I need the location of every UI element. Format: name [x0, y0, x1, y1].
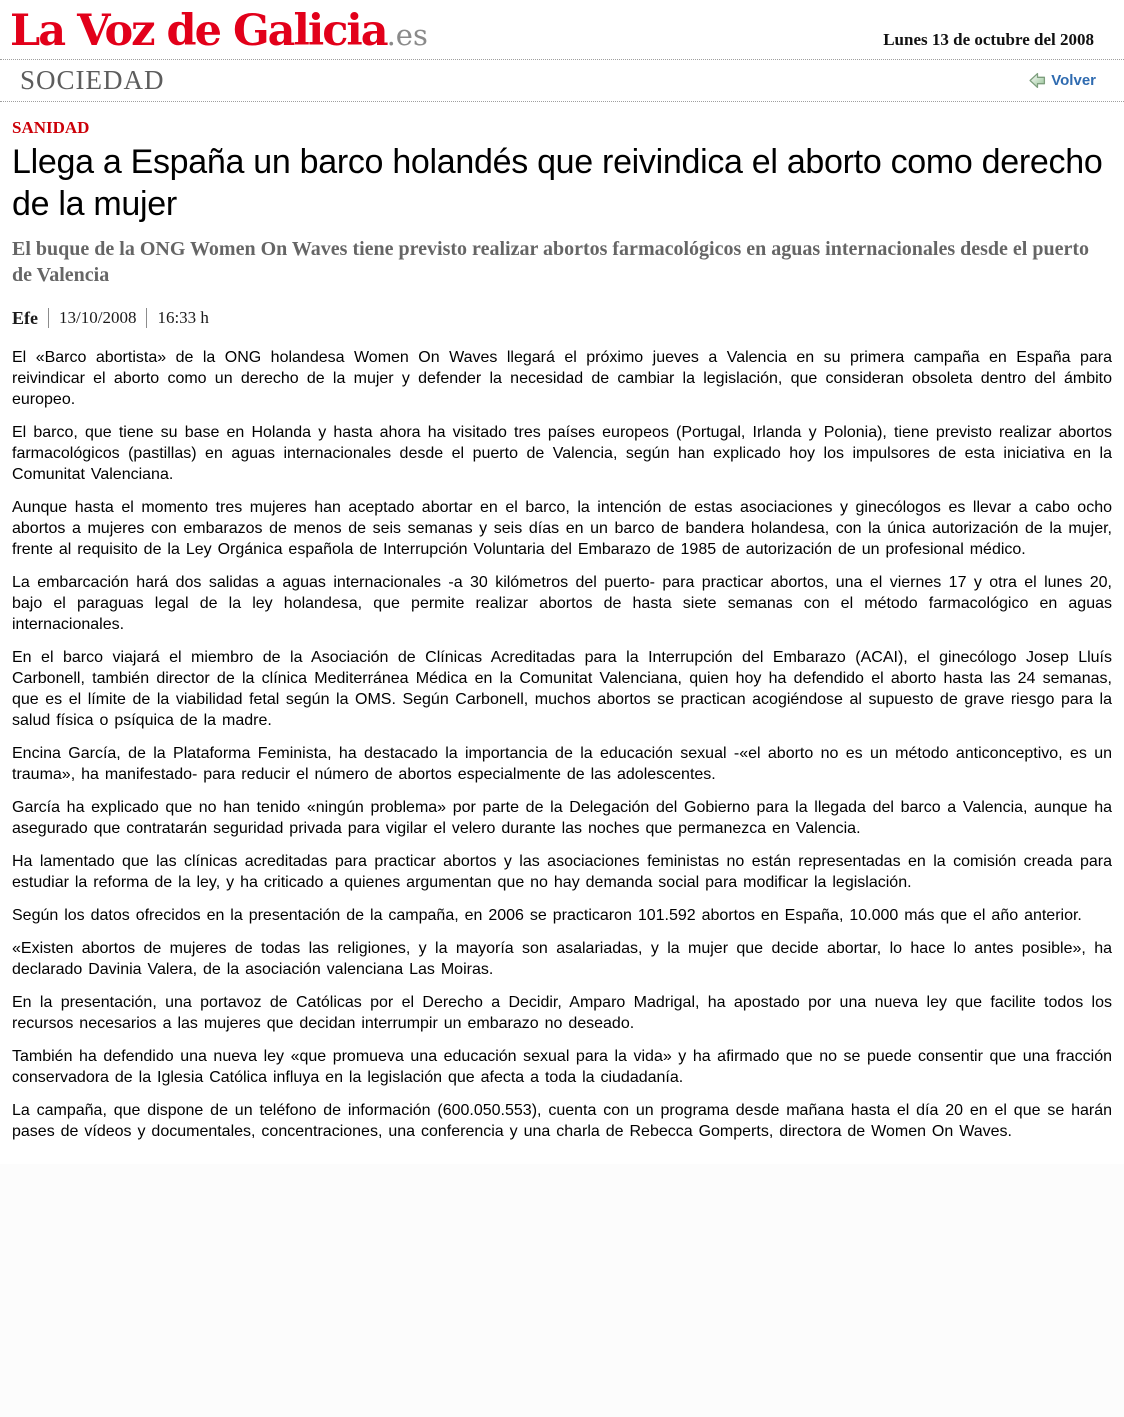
article-paragraph: La campaña, que dispone de un teléfono de información (600.050.553), cuenta con un programa desde mañana hasta el día 20 en el que se harán pases de vídeos y documentales, concentraciones, una conferencia y una charla de Rebecca Gomperts, directora de Women On Waves. [12, 1101, 1112, 1140]
masthead [0, 0, 1124, 60]
article-paragraph: En el barco viajará el miembro de la Asociación de Clínicas Acreditadas para la Interrupción del Embarazo (ACAI), el ginecólogo Josep Lluís Carbonell, también director de la clínica Mediterránea Médica en la Comunitat Valenciana, quien hoy ha defendido el aborto hasta las 24 semanas, que es el límite de la viabilidad fetal según la OMS. Según Carbonell, muchos abortos se practican acogiéndose al supuesto de grave riesgo para la salud física o psíquica de la madre. [12, 648, 1112, 729]
section-title: SOCIEDAD [20, 65, 165, 95]
article-byline [12, 308, 1112, 329]
article-paragraph: «Existen abortos de mujeres de todas las religiones, y la mayoría son asalariadas, y la mujer que decide abortar, lo hace lo antes posible», ha declarado Davinia Valera, de la asociación valenciana Las Moiras. [12, 939, 1112, 978]
article-body [12, 347, 1112, 1142]
article-paragraph: También ha defendido una nueva ley «que promueva una educación sexual para la vida» y ha afirmado que no se puede consentir que una fracción conservadora de la Iglesia Católica influya en la legislación que afecta a toda la ciudadanía. [12, 1047, 1112, 1086]
section-bar [0, 60, 1124, 102]
article-headline: Llega a España un barco holandés que reivindica el aborto como derecho de la mujer [12, 143, 1103, 223]
article-paragraph: Según los datos ofrecidos en la presentación de la campaña, en 2006 se practicaron 101.592 abortos en España, 10.000 más que el año anterior. [12, 906, 1082, 924]
back-arrow-icon [1029, 72, 1046, 89]
article-paragraph: En la presentación, una portavoz de Católicas por el Derecho a Decidir, Amparo Madrigal, ha apostado por una nueva ley que facilite todos los recursos necesarios a las mujeres que decidan interrumpir un embarazo no deseado. [12, 993, 1112, 1032]
site-logo-text: La Voz de Galicia [10, 6, 387, 56]
byline-agency: Efe [12, 307, 38, 328]
byline-separator [146, 308, 147, 328]
article-paragraph: Aunque hasta el momento tres mujeres han aceptado abortar en el barco, la intención de estas asociaciones y ginecólogos es llevar a cabo ocho abortos a mujeres con embarazos de menos de seis semanas y seis días en un barco de bandera holandesa, con la única autorización de la mujer, frente al requisito de la Ley Orgánica española de Interrupción Voluntaria del Embarazo de 1985 de autorización de un profesional médico. [12, 498, 1112, 558]
article-paragraph: García ha explicado que no han tenido «ningún problema» por parte de la Delegación del Gobierno para la llegada del barco a Valencia, aunque ha asegurado que contratarán seguridad privada para vigilar el velero durante las noches que permanezca en Valencia. [12, 798, 1112, 837]
byline-date: 13/10/2008 [59, 308, 137, 328]
article-paragraph: Ha lamentado que las clínicas acreditadas para practicar abortos y las asociaciones feministas no están representadas en la comisión creada para estudiar la reforma de la ley, y ha criticado a quienes argumentan que no hay demanda social para modificar la legislación. [12, 852, 1112, 891]
article-subheadline: El buque de la ONG Women On Waves tiene previsto realizar abortos farmacológicos en aguas internacionales desde el puerto de Valencia [12, 237, 1090, 286]
back-link-label: Volver [1051, 72, 1096, 89]
site-logo[interactable] [10, 6, 428, 56]
masthead-date: Lunes 13 de octubre del 2008 [883, 30, 1094, 49]
back-link[interactable] [1029, 72, 1110, 89]
byline-separator [48, 308, 49, 328]
article-paragraph: El «Barco abortista» de la ONG holandesa Women On Waves llegará el próximo jueves a Valencia en su primera campaña en España para reivindicar el aborto como un derecho de la mujer y defender la necesidad de cambiar la legislación, que consideran obsoleta dentro del ámbito europeo. [12, 348, 1112, 408]
article [0, 102, 1124, 1142]
article-paragraph: El barco, que tiene su base en Holanda y hasta ahora ha visitado tres países europeos (Portugal, Irlanda y Polonia), tiene previsto realizar abortos farmacológicos (pastillas) en aguas internacionales desde el puerto de Valencia, según han explicado hoy los impulsores de esta iniciativa en la Comunitat Valenciana. [12, 423, 1112, 483]
article-paragraph: Encina García, de la Plataforma Feminista, ha destacado la importancia de la educación sexual -«el aborto no es un método anticonceptivo, es un trauma», ha manifestado- para reducir el número de abortos especialmente de las adolescentes. [12, 744, 1112, 783]
article-paragraph: La embarcación hará dos salidas a aguas internacionales -a 30 kilómetros del puerto- para practicar abortos, una el viernes 17 y otra el lunes 20, bajo el paraguas legal de la ley holandesa, que permite realizar abortos de hasta siete semanas con el método farmacológico en aguas internacionales. [12, 573, 1112, 633]
byline-time: 16:33 h [157, 308, 209, 328]
site-logo-suffix: .es [386, 18, 428, 52]
article-category: SANIDAD [12, 118, 90, 137]
